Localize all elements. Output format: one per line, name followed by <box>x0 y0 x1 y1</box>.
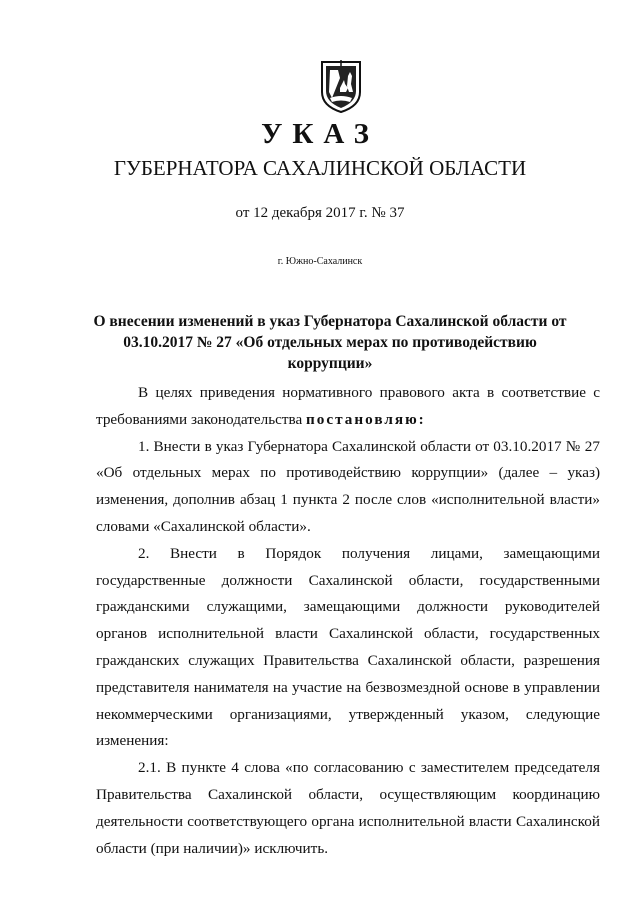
decree-body <box>96 380 600 862</box>
issuer-title: ГУБЕРНАТОРА САХАЛИНСКОЙ ОБЛАСТИ <box>113 156 527 180</box>
coat-of-arms-icon <box>318 58 364 114</box>
decree-heading-line-1: О внесении изменений в указ Губернатора Сахалинской области от <box>93 313 567 330</box>
decree-date-number: от 12 декабря 2017 г. № 37 <box>235 205 405 221</box>
item-1-paragraph: 1. Внести в указ Губернатора Сахалинской области от 03.10.2017 № 27 «Об отдельных мерах по противодействию коррупции» (далее – указ) изменения, дополнив абзац 1 пункта 2 после слов «исполнительной власти» словами «Сахалинской области». <box>96 437 600 535</box>
document-type-title: УКАЗ <box>261 118 379 150</box>
item-2-paragraph: 2. Внести в Порядок получения лицами, замещающими государственные должности Сахалинской области, государственными гражданскими служащими, замещающими должности руководителей органов исполнительной власти Сахалинской области, государственных гражданских служащих Правительства Сахалинской области, разрешения представителя нанимателя на участие на безвозмездной основе в управлении некоммерческими организациями, утвержденный указом, следующие изменения: <box>96 544 600 750</box>
issue-city: г. Южно-Сахалинск <box>277 256 363 267</box>
item-2-1-paragraph: 2.1. В пункте 4 слова «по согласованию с заместителем председателя Правительства Сахалинской области, осуществляющим координацию деятельности соответствующего органа исполнительной власти Сахалинской области (при наличии)» исключить. <box>96 759 600 857</box>
decree-heading <box>80 311 580 374</box>
decree-keyword: постановляю: <box>306 410 426 428</box>
intro-text: В целях приведения нормативного правового акта в соответствие с требованиями законодательства <box>96 384 600 428</box>
decree-heading-line-2: 03.10.2017 № 27 «Об отдельных мерах по противодействию коррупции» <box>123 334 537 372</box>
intro-paragraph <box>96 380 600 434</box>
